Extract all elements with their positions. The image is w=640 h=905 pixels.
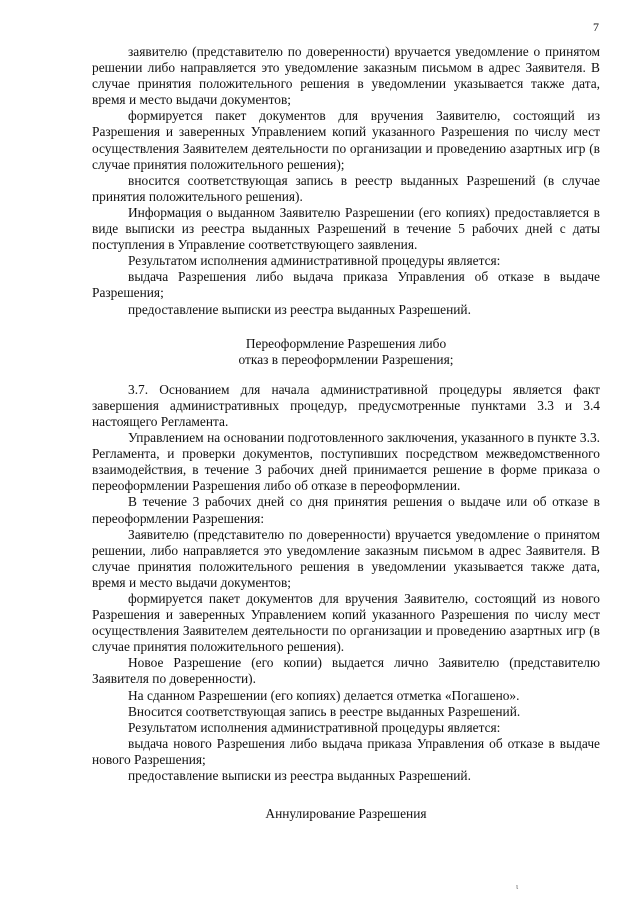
paragraph: Результатом исполнения административной процедуры является: [128,719,501,735]
margin-mark: ι [516,882,519,891]
paragraph: Заявителю (представителю по доверенности) вручается уведомление о принятом решении, либо направляется это уведомление заказным письмом в адрес Заявителя. В случае принятия положительного решения в уведомлении указывается также дата, время и место выдачи документов; [92,526,600,590]
section-heading-line: Переоформление Разрешения либо [245,335,447,351]
paragraph: формируется пакет документов для вручения Заявителю, состоящий из нового Разрешения и заверенных Управлением копий указанного Разрешения по числу мест осуществления Заявителем деятельности по организации и проведению азартных игр (в случае принятия положительного решения). [92,591,600,655]
paragraph: выдача Разрешения либо выдача приказа Управления об отказе в выдаче Разрешения; [92,269,600,301]
paragraph: Результатом исполнения административной процедуры является: [128,253,501,269]
paragraph: выдача нового Разрешения либо выдача приказа Управления об отказе в выдаче нового Разрешения; [92,735,600,767]
paragraph: вносится соответствующая запись в реестр выданных Разрешений (в случае принятия положительного решения). [92,172,600,204]
paragraph: На сданном Разрешении (его копиях) делается отметка «Погашено». [128,687,520,703]
section-heading-reissue [92,336,600,368]
paragraph: предоставление выписки из реестра выданных Разрешений. [128,301,471,317]
section-heading-annulment: Аннулирование Разрешения [265,806,427,822]
paragraph: предоставление выписки из реестра выданных Разрешений. [128,768,471,784]
paragraph: В течение 3 рабочих дней со дня принятия решения о выдаче или об отказе в переоформлении Разрешения: [92,494,600,526]
body-text [92,44,600,836]
paragraph: заявителю (представителю по доверенности) вручается уведомление о принятом решении либо направляется это уведомление заказным письмом в адрес Заявителя. В случае принятия положительного решения в уведомлении указывается также дата, время и место выдачи документов; [92,44,600,108]
paragraph: Вносится соответствующая запись в реестре выданных Разрешений. [128,703,521,719]
paragraph: Управлением на основании подготовленного заключения, указанного в пункте 3.3. Регламента, и проверки документов, поступивших посредством межведомственного взаимодействия, в течение 3 рабочих дней принимается решение в форме приказа о переоформлении Разрешения либо об отказе в переоформлении. [92,430,600,494]
section-heading-line: отказ в переоформлении Разрешения; [238,351,454,367]
paragraph: 3.7. Основанием для начала административной процедуры является факт завершения административных процедур, предусмотренные пунктами 3.3 и 3.4 настоящего Регламента. [92,381,600,429]
paragraph: формируется пакет документов для вручения Заявителю, состоящий из Разрешения и заверенных Управлением копий указанного Разрешения по числу мест осуществления Заявителем деятельности по организации и проведению азартных игр (в случае принятия положительного решения); [92,108,600,172]
paragraph: Информация о выданном Заявителю Разрешении (его копиях) предоставляется в виде выписки из реестра выданных Разрешений в течение 5 рабочих дней с даты поступления в Управление соответствующего заявления. [92,204,600,253]
page-number: 7 [593,20,599,34]
paragraph: Новое Разрешение (его копии) выдается лично Заявителю (представителю Заявителя по доверенности). [92,655,600,687]
